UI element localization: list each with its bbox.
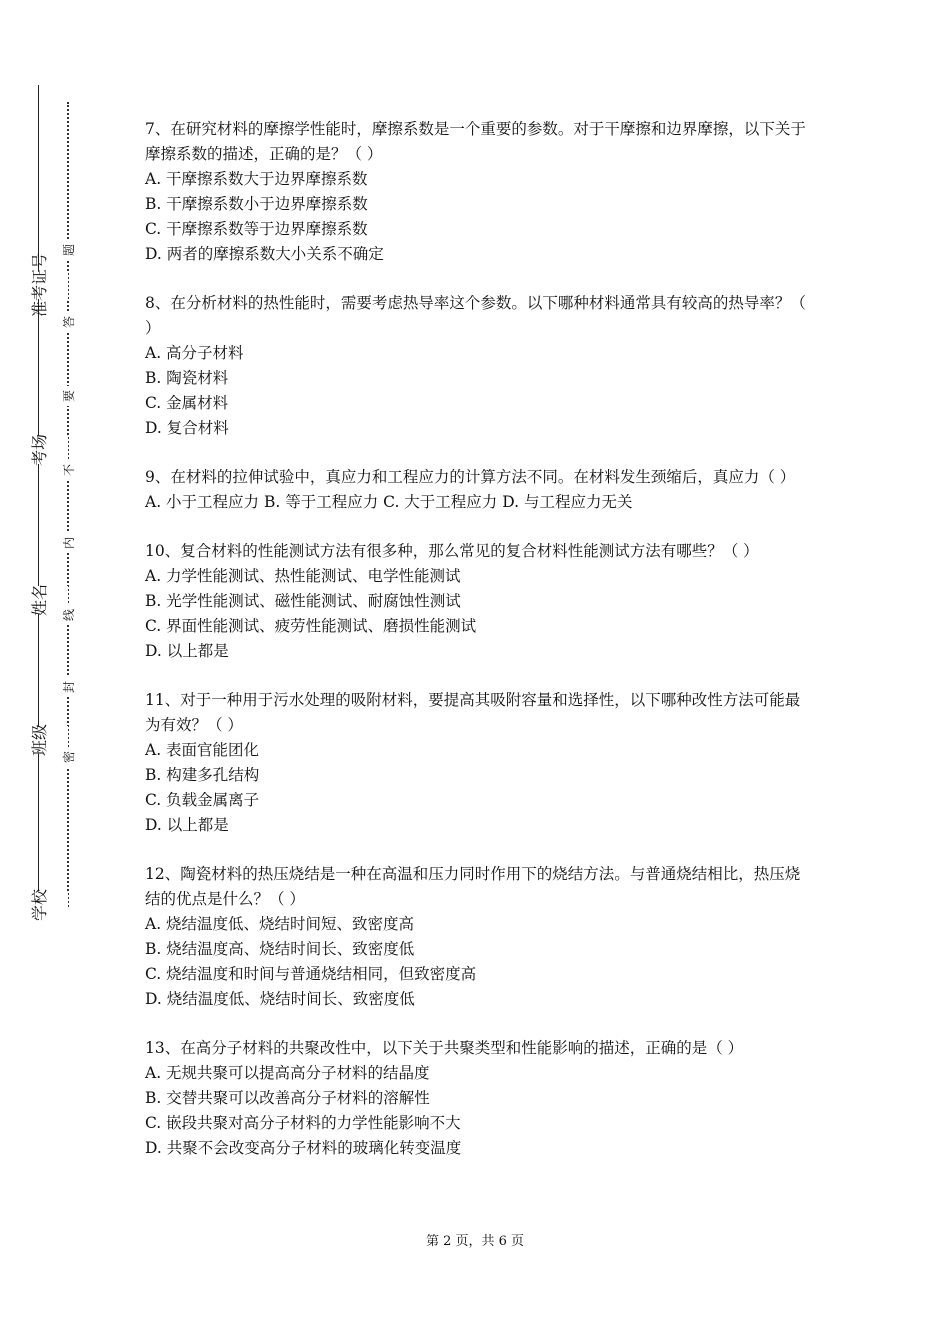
question-11 (145, 688, 810, 838)
option-d: D. 烧结温度低、烧结时间长、致密度低 (145, 990, 415, 1008)
seal-char: 不 (58, 460, 78, 480)
option-b: B. 陶瓷材料 (145, 369, 229, 387)
question-stem: 7、在研究材料的摩擦学性能时，摩擦系数是一个重要的参数。对于干摩擦和边界摩擦，以下关于摩擦系数的描述，正确的是？（ ） (145, 120, 806, 163)
binding-margin (0, 0, 100, 1344)
option-b: B. 构建多孔结构 (145, 766, 260, 784)
option-b: B. 干摩擦系数小于边界摩擦系数 (145, 195, 368, 213)
field-class: 班级 (8, 726, 68, 754)
option-a: A. 力学性能测试、热性能测试、电学性能测试 (145, 567, 461, 585)
option-c: C. 烧结温度和时间与普通烧结相同，但致密度高 (145, 965, 477, 983)
option-d: D. 共聚不会改变高分子材料的玻璃化转变温度 (145, 1139, 462, 1157)
question-stem: 13、在高分子材料的共聚改性中，以下关于共聚类型和性能影响的描述，正确的是（ ） (145, 1039, 744, 1057)
seal-char: 内 (58, 533, 78, 553)
option-c: C. 界面性能测试、疲劳性能测试、磨损性能测试 (145, 617, 477, 635)
field-exam-room: 考场 (8, 436, 68, 464)
option-c: C. 金属材料 (145, 394, 229, 412)
option-c: C. 负载金属离子 (145, 791, 260, 809)
option-c: C. 嵌段共聚对高分子材料的力学性能影响不大 (145, 1114, 461, 1132)
question-12 (145, 862, 810, 1012)
option-b: B. 光学性能测试、磁性能测试、耐腐蚀性测试 (145, 592, 461, 610)
question-list (145, 117, 810, 1185)
question-13 (145, 1036, 810, 1161)
binding-solid-line (38, 85, 39, 920)
page-number-footer: 第 2 页，共 6 页 (425, 1234, 525, 1249)
question-stem: 9、在材料的拉伸试验中，真应力和工程应力的计算方法不同。在材料发生颈缩后，真应力（ ） (145, 468, 796, 486)
question-8 (145, 291, 810, 441)
option-a: A. 无规共聚可以提高高分子材料的结晶度 (145, 1064, 430, 1082)
question-stem: 10、复合材料的性能测试方法有很多种，那么常见的复合材料性能测试方法有哪些？（ ） (145, 542, 759, 560)
option-d: D. 以上都是 (145, 642, 229, 660)
field-name: 姓名 (8, 586, 68, 614)
options-inline: A. 小于工程应力 B. 等于工程应力 C. 大于工程应力 D. 与工程应力无关 (145, 493, 633, 511)
option-a: A. 干摩擦系数大于边界摩擦系数 (145, 170, 368, 188)
question-stem: 8、在分析材料的热性能时，需要考虑热导率这个参数。以下哪种材料通常具有较高的热导率？（ ） (145, 294, 806, 337)
option-d: D. 复合材料 (145, 419, 229, 437)
question-7 (145, 117, 810, 267)
question-10 (145, 539, 810, 664)
seal-dotted-line (67, 102, 69, 907)
option-b: B. 交替共聚可以改善高分子材料的溶解性 (145, 1089, 430, 1107)
seal-char: 线 (58, 605, 78, 625)
question-stem: 11、对于一种用于污水处理的吸附材料，要提高其吸附容量和选择性，以下哪种改性方法可能最为有效？（ ） (145, 691, 801, 734)
option-a: A. 表面官能团化 (145, 741, 260, 759)
option-a: A. 高分子材料 (145, 344, 244, 362)
seal-char: 要 (58, 386, 78, 406)
seal-char: 题 (58, 240, 78, 260)
question-9 (145, 465, 810, 515)
option-d: D. 两者的摩擦系数大小关系不确定 (145, 245, 384, 263)
option-c: C. 干摩擦系数等于边界摩擦系数 (145, 220, 368, 238)
seal-char: 密 (58, 747, 78, 767)
seal-char: 封 (58, 677, 78, 697)
question-stem: 12、陶瓷材料的热压烧结是一种在高温和压力同时作用下的烧结方法。与普通烧结相比，热压烧结的优点是什么？（ ） (145, 865, 801, 908)
option-d: D. 以上都是 (145, 816, 229, 834)
seal-char: 答 (58, 312, 78, 332)
field-school: 学校 (8, 891, 68, 919)
option-b: B. 烧结温度高、烧结时间长、致密度低 (145, 940, 415, 958)
option-a: A. 烧结温度低、烧结时间短、致密度高 (145, 915, 415, 933)
field-exam-number: 准考证号 (8, 271, 68, 299)
